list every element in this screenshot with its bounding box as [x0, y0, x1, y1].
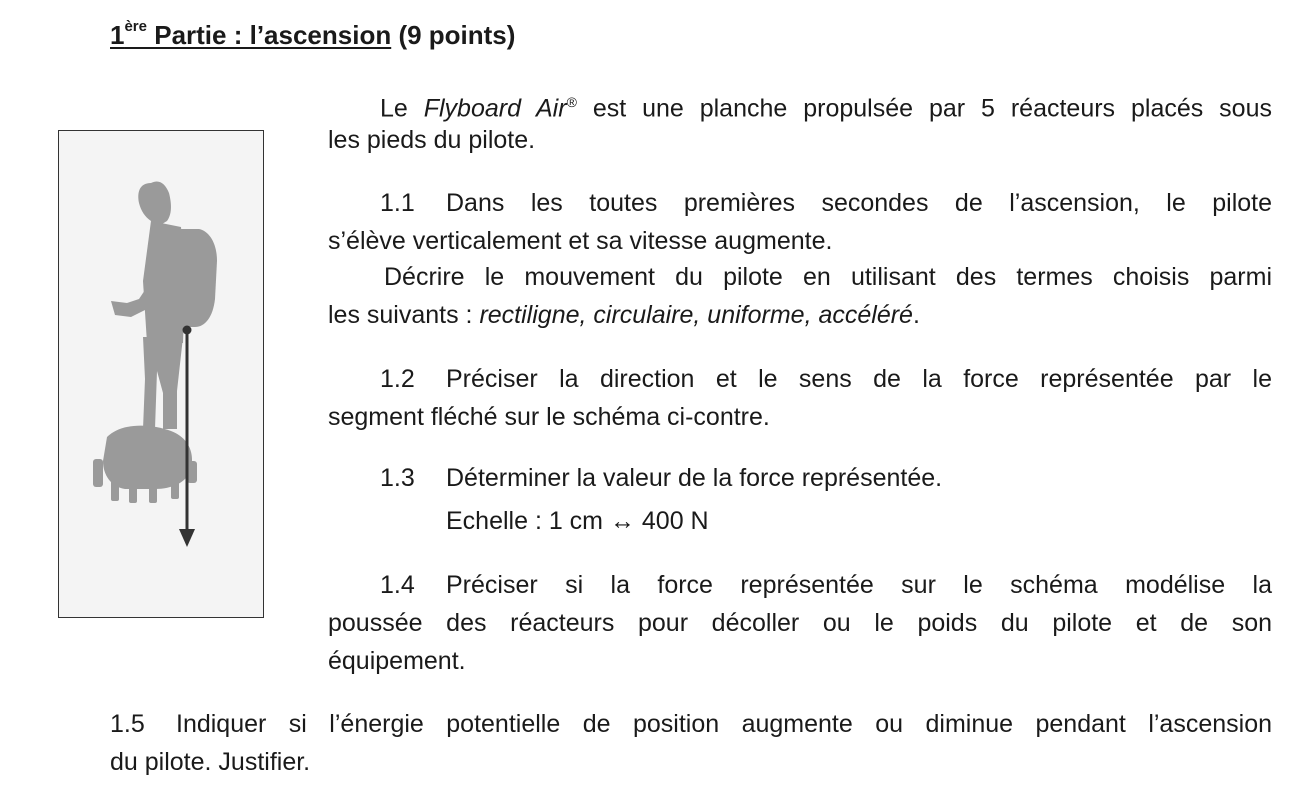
q13-line-1 [328, 459, 1272, 497]
intro-rest: est une planche propulsée par 5 réacteurs placés sous [576, 94, 1272, 123]
q13-scale: Echelle : 1 cm ↔ 400 N [446, 507, 709, 535]
q12-line-2: segment fléché sur le schéma ci-contre. [328, 403, 770, 431]
q11-end: . [912, 301, 920, 329]
section-number-superscript: ère [124, 18, 147, 36]
registered-mark: ® [566, 94, 577, 110]
brand-name: Flyboard Air [423, 94, 567, 123]
q11-lead: les suivants : [328, 301, 480, 329]
q11-terms: rectiligne, circulaire, uniforme, accéléré [479, 301, 913, 329]
q13-text-1: Déterminer la valeur de la force représentée. [446, 464, 943, 492]
section-label: Partie : l’ascension [147, 20, 392, 50]
q11-line-2: s’élève verticalement et sa vitesse augmente. [328, 227, 833, 255]
q11-line-4 [328, 296, 1272, 334]
q11-number: 1.1 [380, 189, 415, 217]
q12-number: 1.2 [380, 365, 415, 393]
q15-line-1 [110, 705, 1272, 743]
q12-text-1: Préciser la direction et le sens de la force représentée par le [446, 365, 1272, 393]
q14-number: 1.4 [380, 571, 415, 599]
section-title [110, 20, 515, 51]
pilot-silhouette [93, 181, 217, 503]
q11-text-1: Dans les toutes premières secondes de l’ascension, le pilote [446, 189, 1272, 217]
q14-line-3: équipement. [328, 647, 466, 675]
section-number: 1 [110, 20, 125, 50]
q14-line-2: poussée des réacteurs pour décoller ou le poids du pilote et de son [328, 609, 1272, 637]
q14-text-1: Préciser si la force représentée sur le schéma modélise la [446, 571, 1272, 599]
q11-line-3: Décrire le mouvement du pilote en utilisant des termes choisis parmi [384, 263, 1272, 291]
section-points: (9 points) [391, 20, 516, 50]
pilot-figure [58, 130, 264, 618]
q13-number: 1.3 [380, 464, 415, 492]
q15-line-2: du pilote. Justifier. [110, 748, 311, 776]
pilot-diagram [59, 131, 265, 619]
q15-number: 1.5 [110, 710, 145, 738]
q11-line-1 [328, 184, 1272, 222]
section-title-underlined [110, 20, 391, 50]
q12-line-1 [328, 360, 1272, 398]
force-arrow-head [179, 529, 195, 547]
intro-line-2: les pieds du pilote. [328, 126, 536, 154]
q14-line-1 [328, 566, 1272, 604]
intro-lead: Le [380, 94, 424, 123]
force-vector [179, 326, 195, 548]
q15-text-1: Indiquer si l’énergie potentielle de position augmente ou diminue pendant l’ascension [176, 710, 1272, 738]
